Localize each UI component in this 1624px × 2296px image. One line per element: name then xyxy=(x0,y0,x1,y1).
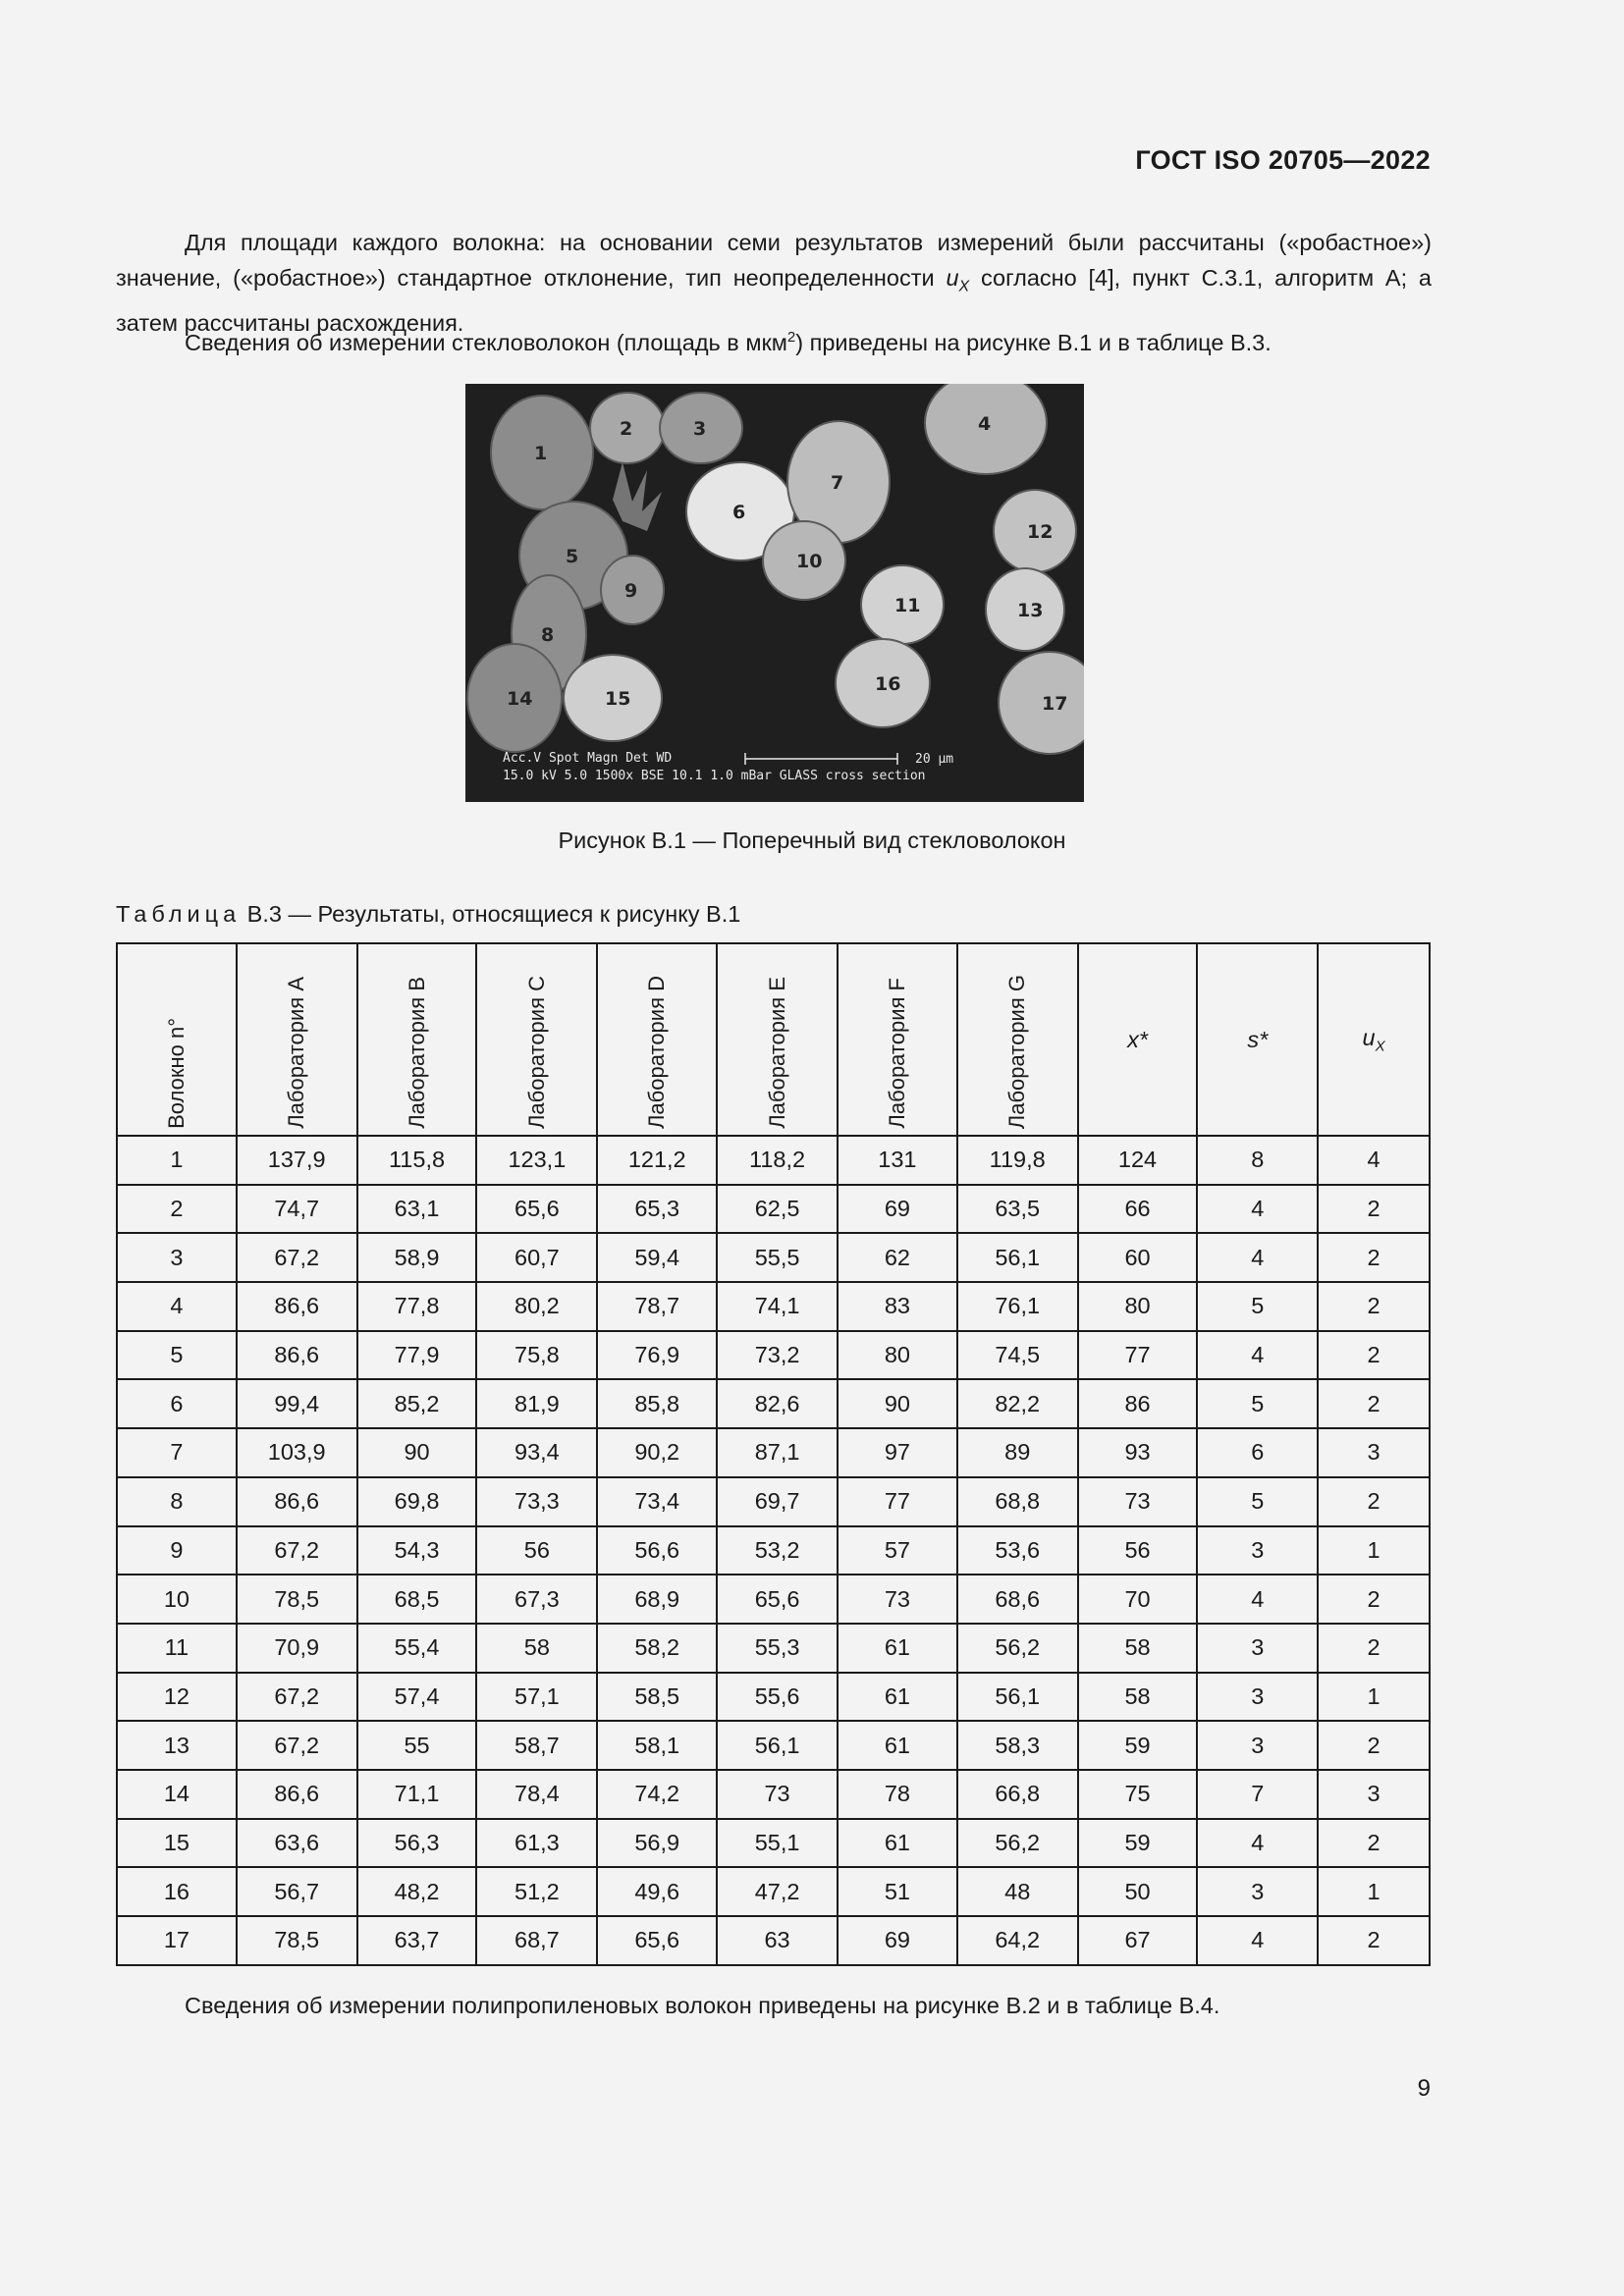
value-cell: 67,2 xyxy=(237,1233,357,1282)
value-cell: 99,4 xyxy=(237,1379,357,1428)
value-cell: 51,2 xyxy=(476,1867,597,1916)
value-cell: 63,5 xyxy=(957,1185,1078,1234)
table-row xyxy=(117,1867,1430,1916)
table-row xyxy=(117,1770,1430,1819)
value-cell: 137,9 xyxy=(237,1136,357,1185)
value-cell: 78,4 xyxy=(476,1770,597,1819)
fiber-number-cell: 4 xyxy=(117,1282,237,1331)
value-cell: 2 xyxy=(1318,1721,1430,1770)
value-cell: 66,8 xyxy=(957,1770,1078,1819)
fiber-label: 15 xyxy=(605,688,631,710)
value-cell: 61 xyxy=(838,1624,957,1673)
value-cell: 4 xyxy=(1197,1331,1318,1380)
table-row xyxy=(117,1185,1430,1234)
value-cell: 75 xyxy=(1078,1770,1198,1819)
fiber-label: 9 xyxy=(624,580,638,602)
value-cell: 56,6 xyxy=(597,1526,717,1575)
table-header-row xyxy=(117,943,1430,1136)
value-cell: 3 xyxy=(1197,1673,1318,1722)
value-cell: 74,1 xyxy=(717,1282,838,1331)
value-cell: 85,8 xyxy=(597,1379,717,1428)
value-cell: 97 xyxy=(838,1428,957,1477)
fiber-number-cell: 13 xyxy=(117,1721,237,1770)
value-cell: 75,8 xyxy=(476,1331,597,1380)
value-cell: 1 xyxy=(1318,1673,1430,1722)
fiber-number-cell: 16 xyxy=(117,1867,237,1916)
fiber-label: 16 xyxy=(875,673,901,695)
fiber-label: 14 xyxy=(507,688,533,710)
value-cell: 103,9 xyxy=(237,1428,357,1477)
value-cell: 65,6 xyxy=(476,1185,597,1234)
value-cell: 64,2 xyxy=(957,1916,1078,1965)
value-cell: 74,7 xyxy=(237,1185,357,1234)
value-cell: 93,4 xyxy=(476,1428,597,1477)
table-row xyxy=(117,1673,1430,1722)
value-cell: 68,7 xyxy=(476,1916,597,1965)
value-cell: 53,2 xyxy=(717,1526,838,1575)
value-cell: 124 xyxy=(1078,1136,1198,1185)
page-number: 9 xyxy=(1417,2075,1431,2102)
value-cell: 49,6 xyxy=(597,1867,717,1916)
value-cell: 56,1 xyxy=(957,1233,1078,1282)
value-cell: 4 xyxy=(1197,1819,1318,1868)
table-row xyxy=(117,1233,1430,1282)
table-row xyxy=(117,1624,1430,1673)
value-cell: 69,7 xyxy=(717,1477,838,1526)
value-cell: 61 xyxy=(838,1819,957,1868)
value-cell: 78,5 xyxy=(237,1575,357,1624)
value-cell: 78 xyxy=(838,1770,957,1819)
p2-superscript: 2 xyxy=(786,329,796,346)
value-cell: 56,7 xyxy=(237,1867,357,1916)
value-cell: 56,3 xyxy=(357,1819,477,1868)
value-cell: 67,3 xyxy=(476,1575,597,1624)
value-cell: 68,6 xyxy=(957,1575,1078,1624)
value-cell: 2 xyxy=(1318,1575,1430,1624)
value-cell: 89 xyxy=(957,1428,1078,1477)
table-row xyxy=(117,1136,1430,1185)
value-cell: 65,6 xyxy=(717,1575,838,1624)
paragraph-polypropylene xyxy=(116,1988,1432,2023)
value-cell: 3 xyxy=(1318,1428,1430,1477)
value-cell: 61 xyxy=(838,1721,957,1770)
table-caption-label: Таблица xyxy=(116,901,242,927)
value-cell: 56,9 xyxy=(597,1819,717,1868)
fiber-label: 2 xyxy=(620,418,633,440)
fiber-label: 11 xyxy=(894,595,921,616)
value-cell: 118,2 xyxy=(717,1136,838,1185)
value-cell: 67 xyxy=(1078,1916,1198,1965)
table-row xyxy=(117,1282,1430,1331)
figure-glass-fiber-micrograph xyxy=(465,384,1084,802)
value-cell: 86,6 xyxy=(237,1477,357,1526)
value-cell: 73,3 xyxy=(476,1477,597,1526)
fiber-number-cell: 11 xyxy=(117,1624,237,1673)
value-cell: 86,6 xyxy=(237,1282,357,1331)
value-cell: 85,2 xyxy=(357,1379,477,1428)
header-lab-f: Лаборатория F xyxy=(838,943,957,1136)
value-cell: 3 xyxy=(1197,1526,1318,1575)
value-cell: 57 xyxy=(838,1526,957,1575)
value-cell: 80 xyxy=(1078,1282,1198,1331)
table-row xyxy=(117,1575,1430,1624)
header-lab-a: Лаборатория A xyxy=(237,943,357,1136)
value-cell: 93 xyxy=(1078,1428,1198,1477)
value-cell: 68,9 xyxy=(597,1575,717,1624)
p2-text-a: Сведения об измерении стекловолокон (площадь в мкм xyxy=(185,329,787,355)
value-cell: 115,8 xyxy=(357,1136,477,1185)
value-cell: 86,6 xyxy=(237,1331,357,1380)
fiber-label: 5 xyxy=(566,546,579,567)
value-cell: 55 xyxy=(357,1721,477,1770)
micrograph-info-line2: 15.0 kV 5.0 1500x BSE 10.1 1.0 mBar GLASS cross section xyxy=(503,769,926,783)
value-cell: 74,2 xyxy=(597,1770,717,1819)
micrograph-info-line1: Acc.V Spot Magn Det WD xyxy=(503,751,673,766)
value-cell: 81,9 xyxy=(476,1379,597,1428)
value-cell: 70,9 xyxy=(237,1624,357,1673)
value-cell: 67,2 xyxy=(237,1721,357,1770)
table-caption-text: В.3 — Результаты, относящиеся к рисунку В.1 xyxy=(241,901,741,927)
table-body xyxy=(117,1136,1430,1965)
value-cell: 2 xyxy=(1318,1819,1430,1868)
value-cell: 63,6 xyxy=(237,1819,357,1868)
value-cell: 87,1 xyxy=(717,1428,838,1477)
value-cell: 47,2 xyxy=(717,1867,838,1916)
value-cell: 86,6 xyxy=(237,1770,357,1819)
value-cell: 76,9 xyxy=(597,1331,717,1380)
value-cell: 63,7 xyxy=(357,1916,477,1965)
value-cell: 55,6 xyxy=(717,1673,838,1722)
value-cell: 82,6 xyxy=(717,1379,838,1428)
value-cell: 61 xyxy=(838,1673,957,1722)
value-cell: 82,2 xyxy=(957,1379,1078,1428)
value-cell: 86 xyxy=(1078,1379,1198,1428)
value-cell: 55,3 xyxy=(717,1624,838,1673)
value-cell: 58,2 xyxy=(597,1624,717,1673)
value-cell: 3 xyxy=(1318,1770,1430,1819)
value-cell: 5 xyxy=(1197,1379,1318,1428)
fiber-label: 10 xyxy=(796,551,823,572)
value-cell: 58,9 xyxy=(357,1233,477,1282)
value-cell: 2 xyxy=(1318,1916,1430,1965)
value-cell: 73 xyxy=(717,1770,838,1819)
value-cell: 2 xyxy=(1318,1477,1430,1526)
micrograph-svg xyxy=(465,384,1084,802)
value-cell: 119,8 xyxy=(957,1136,1078,1185)
table-row xyxy=(117,1477,1430,1526)
value-cell: 56 xyxy=(476,1526,597,1575)
fiber-label: 12 xyxy=(1027,521,1054,543)
value-cell: 68,8 xyxy=(957,1477,1078,1526)
ux-symbol: u xyxy=(946,265,959,291)
value-cell: 90,2 xyxy=(597,1428,717,1477)
value-cell: 48,2 xyxy=(357,1867,477,1916)
table-row xyxy=(117,1526,1430,1575)
value-cell: 68,5 xyxy=(357,1575,477,1624)
value-cell: 62,5 xyxy=(717,1185,838,1234)
value-cell: 7 xyxy=(1197,1770,1318,1819)
value-cell: 4 xyxy=(1197,1185,1318,1234)
value-cell: 59 xyxy=(1078,1819,1198,1868)
value-cell: 2 xyxy=(1318,1379,1430,1428)
value-cell: 67,2 xyxy=(237,1673,357,1722)
table-caption xyxy=(116,901,740,928)
header-lab-d: Лаборатория D xyxy=(597,943,717,1136)
value-cell: 58 xyxy=(476,1624,597,1673)
value-cell: 131 xyxy=(838,1136,957,1185)
value-cell: 8 xyxy=(1197,1136,1318,1185)
table-row xyxy=(117,1428,1430,1477)
header-lab-b: Лаборатория B xyxy=(357,943,477,1136)
fiber-label: 6 xyxy=(732,502,746,523)
value-cell: 90 xyxy=(357,1428,477,1477)
value-cell: 4 xyxy=(1197,1916,1318,1965)
p2-text-b: ) приведены на рисунке В.1 и в таблице В.3. xyxy=(795,329,1272,355)
value-cell: 78,7 xyxy=(597,1282,717,1331)
fiber-number-cell: 12 xyxy=(117,1673,237,1722)
fiber-number-cell: 10 xyxy=(117,1575,237,1624)
figure-caption: Рисунок В.1 — Поперечный вид стекловолокон xyxy=(558,828,1066,853)
value-cell: 65,6 xyxy=(597,1916,717,1965)
fiber-number-cell: 17 xyxy=(117,1916,237,1965)
value-cell: 71,1 xyxy=(357,1770,477,1819)
value-cell: 67,2 xyxy=(237,1526,357,1575)
value-cell: 57,4 xyxy=(357,1673,477,1722)
value-cell: 121,2 xyxy=(597,1136,717,1185)
value-cell: 54,3 xyxy=(357,1526,477,1575)
value-cell: 78,5 xyxy=(237,1916,357,1965)
value-cell: 74,5 xyxy=(957,1331,1078,1380)
value-cell: 57,1 xyxy=(476,1673,597,1722)
value-cell: 55,1 xyxy=(717,1819,838,1868)
value-cell: 2 xyxy=(1318,1624,1430,1673)
value-cell: 69 xyxy=(838,1185,957,1234)
value-cell: 3 xyxy=(1197,1867,1318,1916)
fiber-number-cell: 9 xyxy=(117,1526,237,1575)
value-cell: 1 xyxy=(1318,1526,1430,1575)
value-cell: 4 xyxy=(1318,1136,1430,1185)
standard-code: ГОСТ ISO 20705—2022 xyxy=(1135,145,1431,175)
fiber-number-cell: 15 xyxy=(117,1819,237,1868)
value-cell: 73,4 xyxy=(597,1477,717,1526)
value-cell: 56,1 xyxy=(957,1673,1078,1722)
value-cell: 58,1 xyxy=(597,1721,717,1770)
fiber-number-cell: 3 xyxy=(117,1233,237,1282)
header-fiber-no: Волокно n° xyxy=(117,943,237,1136)
value-cell: 80,2 xyxy=(476,1282,597,1331)
value-cell: 63,1 xyxy=(357,1185,477,1234)
value-cell: 6 xyxy=(1197,1428,1318,1477)
value-cell: 77,8 xyxy=(357,1282,477,1331)
value-cell: 56,1 xyxy=(717,1721,838,1770)
p1-text-b: согласно [4], пункт С.3.1, алгоритм А; а затем рассчитаны расхождения. xyxy=(116,265,1432,336)
fiber-label: 8 xyxy=(541,624,555,646)
fiber-number-cell: 8 xyxy=(117,1477,237,1526)
value-cell: 3 xyxy=(1197,1721,1318,1770)
value-cell: 2 xyxy=(1318,1282,1430,1331)
fiber-number-cell: 5 xyxy=(117,1331,237,1380)
value-cell: 56,2 xyxy=(957,1819,1078,1868)
value-cell: 2 xyxy=(1318,1233,1430,1282)
value-cell: 59,4 xyxy=(597,1233,717,1282)
value-cell: 55,5 xyxy=(717,1233,838,1282)
table-row xyxy=(117,1819,1430,1868)
value-cell: 61,3 xyxy=(476,1819,597,1868)
value-cell: 2 xyxy=(1318,1331,1430,1380)
value-cell: 58,7 xyxy=(476,1721,597,1770)
value-cell: 90 xyxy=(838,1379,957,1428)
value-cell: 63 xyxy=(717,1916,838,1965)
value-cell: 58 xyxy=(1078,1624,1198,1673)
paragraph-glass-fibers xyxy=(116,320,1432,360)
value-cell: 5 xyxy=(1197,1477,1318,1526)
value-cell: 83 xyxy=(838,1282,957,1331)
scale-bar-label: 20 µm xyxy=(915,752,954,767)
p3-text: Сведения об измерении полипропиленовых волокон приведены на рисунке В.2 и в таблице В.4. xyxy=(185,1993,1220,2018)
value-cell: 80 xyxy=(838,1331,957,1380)
fiber-number-cell: 6 xyxy=(117,1379,237,1428)
value-cell: 55,4 xyxy=(357,1624,477,1673)
value-cell: 77,9 xyxy=(357,1331,477,1380)
value-cell: 66 xyxy=(1078,1185,1198,1234)
value-cell: 56 xyxy=(1078,1526,1198,1575)
value-cell: 50 xyxy=(1078,1867,1198,1916)
table-row xyxy=(117,1721,1430,1770)
value-cell: 5 xyxy=(1197,1282,1318,1331)
value-cell: 69 xyxy=(838,1916,957,1965)
header-s-star: s* xyxy=(1197,943,1318,1136)
value-cell: 58 xyxy=(1078,1673,1198,1722)
fiber-label: 1 xyxy=(534,443,548,464)
header-lab-g: Лаборатория G xyxy=(957,943,1078,1136)
fiber-label: 17 xyxy=(1042,693,1068,715)
header-lab-e: Лаборатория E xyxy=(717,943,838,1136)
value-cell: 2 xyxy=(1318,1185,1430,1234)
value-cell: 73,2 xyxy=(717,1331,838,1380)
value-cell: 76,1 xyxy=(957,1282,1078,1331)
fiber-label: 3 xyxy=(693,418,707,440)
value-cell: 77 xyxy=(838,1477,957,1526)
table-row xyxy=(117,1379,1430,1428)
value-cell: 58,5 xyxy=(597,1673,717,1722)
fiber-number-cell: 1 xyxy=(117,1136,237,1185)
value-cell: 58,3 xyxy=(957,1721,1078,1770)
value-cell: 51 xyxy=(838,1867,957,1916)
value-cell: 123,1 xyxy=(476,1136,597,1185)
fiber-label: 7 xyxy=(831,472,844,494)
value-cell: 73 xyxy=(1078,1477,1198,1526)
header-lab-c: Лаборатория C xyxy=(476,943,597,1136)
fiber-number-cell: 2 xyxy=(117,1185,237,1234)
value-cell: 59 xyxy=(1078,1721,1198,1770)
value-cell: 60 xyxy=(1078,1233,1198,1282)
fiber-label: 4 xyxy=(978,413,992,435)
value-cell: 56,2 xyxy=(957,1624,1078,1673)
value-cell: 73 xyxy=(838,1575,957,1624)
value-cell: 4 xyxy=(1197,1575,1318,1624)
fiber-number-cell: 14 xyxy=(117,1770,237,1819)
fiber-label: 13 xyxy=(1017,600,1044,621)
value-cell: 4 xyxy=(1197,1233,1318,1282)
value-cell: 3 xyxy=(1197,1624,1318,1673)
value-cell: 62 xyxy=(838,1233,957,1282)
value-cell: 77 xyxy=(1078,1331,1198,1380)
header-ux: $u_X$ xyxy=(1318,943,1430,1136)
value-cell: 60,7 xyxy=(476,1233,597,1282)
value-cell: 53,6 xyxy=(957,1526,1078,1575)
results-table xyxy=(116,942,1431,1966)
value-cell: 70 xyxy=(1078,1575,1198,1624)
value-cell: 65,3 xyxy=(597,1185,717,1234)
header-x-star: x* xyxy=(1078,943,1198,1136)
value-cell: 69,8 xyxy=(357,1477,477,1526)
p1-text-a: Для площади каждого волокна: на основании семи результатов измерений были рассчитаны («робастное») значение, («робастное») стандартное отклонение, тип неопределенности xyxy=(116,230,1432,291)
table-row xyxy=(117,1331,1430,1380)
value-cell: 1 xyxy=(1318,1867,1430,1916)
ux-subscript: X xyxy=(958,278,970,295)
value-cell: 48 xyxy=(957,1867,1078,1916)
table-row xyxy=(117,1916,1430,1965)
fiber-number-cell: 7 xyxy=(117,1428,237,1477)
